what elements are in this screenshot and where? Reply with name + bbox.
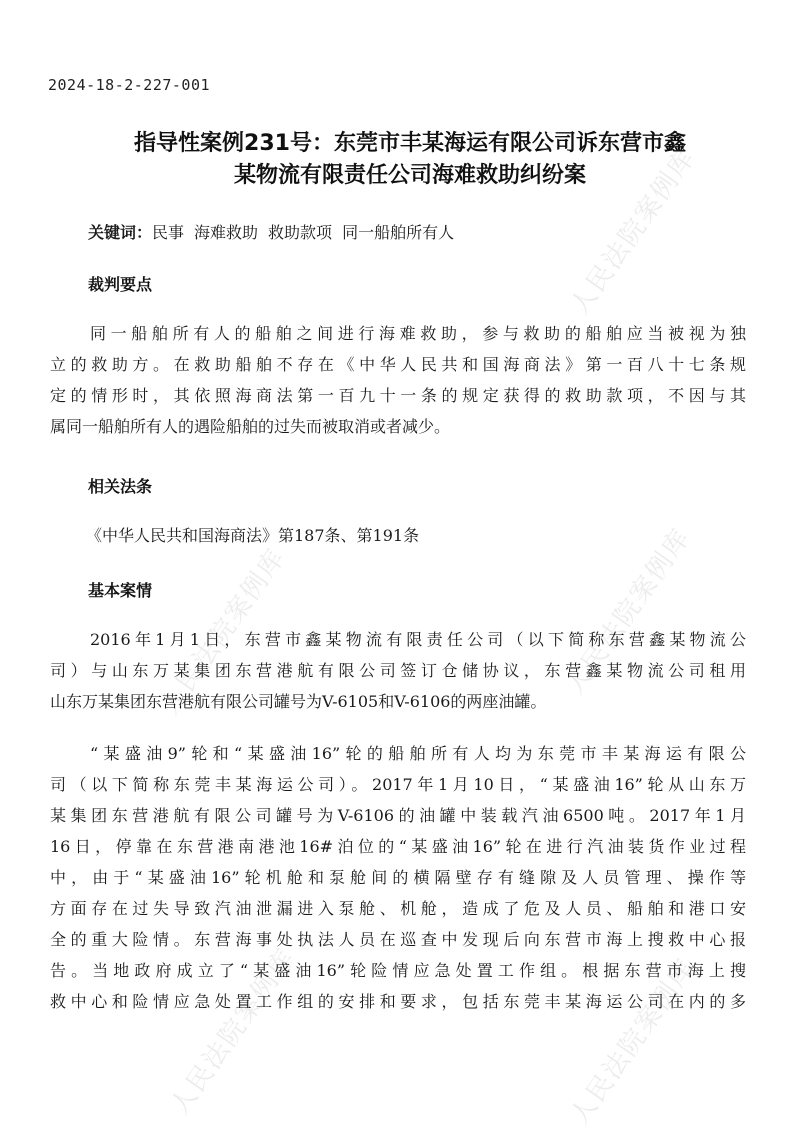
keywords <box>88 220 464 243</box>
paragraph-line: 司）与山东万某集团东营港航有限公司签订仓储协议，东营鑫某物流公司租用 <box>50 661 746 680</box>
paragraph-line: 中，由于“某盛油16”轮机舱和泵舱间的横隔壁存有缝隙及人员管理、操作等 <box>50 868 746 887</box>
paragraph-line: 全的重大险情。东营海事处执法人员在巡查中发现后向东营市海上搜救中心报 <box>50 930 746 949</box>
keywords-label: 关键词： <box>88 223 153 242</box>
section-heading-related-laws: 相关法条 <box>88 477 153 496</box>
paragraph-line: 属同一船舶所有人的遇险船舶的过失而被取消或者减少。 <box>50 417 451 436</box>
document-id: 2024-18-2-227-001 <box>48 76 211 94</box>
paragraph-line: 16日，停靠在东营港南港池16#泊位的“某盛油16”轮在进行汽油装货作业过程 <box>50 837 746 856</box>
section-heading-judgment-points: 裁判要点 <box>88 275 153 294</box>
paragraph-line: 立的救助方。在救助船舶不存在《中华人民共和国海商法》第一百八十七条规 <box>50 355 746 374</box>
related-laws-text <box>86 520 782 551</box>
basic-facts-paragraph-1 <box>50 624 746 717</box>
paragraph-line: 定的情形时，其依照海商法第一百九十一条的规定获得的救助款项，不因与其 <box>50 386 746 405</box>
section-heading-basic-facts: 基本案情 <box>88 581 153 600</box>
paragraph-line: 告。当地政府成立了“某盛油16”轮险情应急处置工作组。根据东营市海上搜 <box>50 961 746 980</box>
watermark: 人民法院案例库 <box>564 142 702 321</box>
paragraph-line: 同一船舶所有人的船舶之间进行海难救助，参与救助的船舶应当被视为独 <box>90 324 746 343</box>
watermark: 人民法院案例库 <box>164 942 302 1121</box>
paragraph-line: 《中华人民共和国海商法》第187条、第191条 <box>86 526 420 545</box>
paragraph-line: 救中心和险情应急处置工作组的安排和要求，包括东莞丰某海运公司在内的多 <box>50 992 746 1011</box>
keyword-item: 民事 <box>152 223 185 242</box>
watermark: 人民法院案例库 <box>564 952 702 1131</box>
keyword-item: 同一船舶所有人 <box>342 223 455 242</box>
paragraph-line: “某盛油9”轮和“某盛油16”轮的船舶所有人均为东莞市丰某海运有限公 <box>90 744 746 763</box>
judgment-points-paragraph <box>50 318 746 442</box>
paragraph-line: 某集团东营港航有限公司罐号为V-6106的油罐中装载汽油6500吨。2017年1月 <box>50 806 746 825</box>
case-title-line-1: 指导性案例231号：东莞市丰某海运有限公司诉东营市鑫 <box>134 131 686 156</box>
paragraph-line: 司（以下简称东莞丰某海运公司）。2017年1月10日，“某盛油16”轮从山东万 <box>50 775 746 794</box>
paragraph-line: 2016年1月1日，东营市鑫某物流有限责任公司（以下简称东营鑫某物流公 <box>90 630 746 649</box>
case-title-line-2: 某物流有限责任公司海难救助纠纷案 <box>233 163 586 188</box>
basic-facts-paragraph-2 <box>50 738 746 1017</box>
case-title <box>60 128 760 192</box>
keyword-item: 救助款项 <box>268 223 333 242</box>
watermark: 人民法院案例库 <box>154 542 292 721</box>
watermark: 人民法院案例库 <box>559 522 697 701</box>
keyword-item: 海难救助 <box>194 223 259 242</box>
paragraph-line: 山东万某集团东营港航有限公司罐号为V-6105和V-6106的两座油罐。 <box>50 692 547 711</box>
paragraph-line: 方面存在过失导致汽油泄漏进入泵舱、机舱，造成了危及人员、船舶和港口安 <box>50 899 746 918</box>
